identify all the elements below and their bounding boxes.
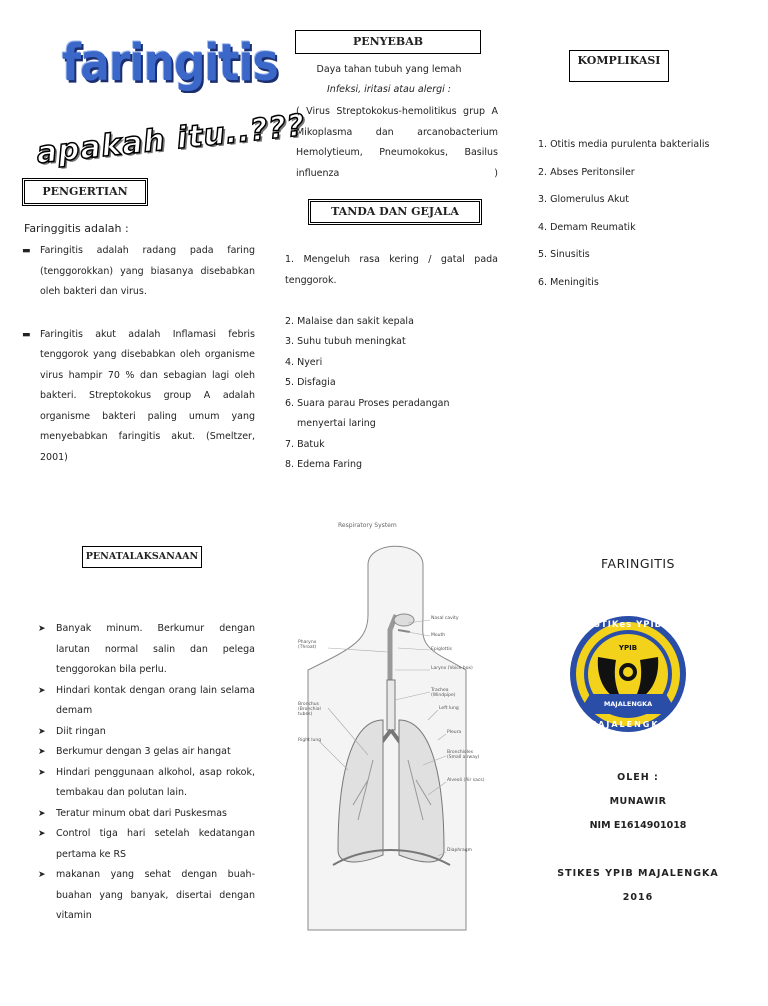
tanda-heading: TANDA DAN GEJALA: [308, 199, 482, 225]
list-item: 2. Abses Peritonsiler: [538, 166, 635, 178]
list-item-text: Control tiga hari setelah kedatangan pertama ke RS: [56, 828, 255, 860]
list-item: [38, 865, 255, 927]
logo-top-text: STIKes YPIB: [593, 620, 663, 630]
list-item: [38, 824, 255, 865]
diagram-label: Left lung: [439, 706, 459, 711]
diagram-label: Mouth: [431, 633, 446, 638]
arrow-bullet-icon: ➤: [38, 726, 46, 737]
diagram-label: Trachea (Windpipe): [431, 688, 456, 698]
list-item-text: Diit ringan: [56, 725, 106, 737]
list-item-text: Teratur minum obat dari Puskesmas: [56, 807, 227, 819]
logo-banner-text: MAJALENGKA: [603, 700, 653, 708]
list-item: [38, 681, 255, 722]
cover-title: FARINGITIS: [601, 556, 675, 571]
diagram-label: Nasal cavity: [431, 616, 459, 621]
list-item-text: Faringitis adalah radang pada faring (tenggorokkan) yang biasanya disebabkan oleh bakteri dan virus.: [40, 245, 255, 297]
arrow-bullet-icon: ➤: [38, 870, 46, 880]
arrow-bullet-icon: ➤: [38, 829, 46, 839]
list-item: [38, 722, 255, 743]
diagram-label: Right lung: [298, 738, 322, 743]
oleh-label: OLEH :: [617, 772, 659, 783]
list-item-text: Faringitis akut adalah Inflamasi febris tenggorok yang disebabkan oleh organisme virus hampir 70 % dan sebagian lagi oleh bakteri. Streptokokus group A adalah organisme bakteri paling umum yang menyebabkan faringitis akut. (Smeltzer, 2001): [40, 328, 255, 463]
pengertian-heading: PENGERTIAN: [22, 178, 148, 206]
list-item: 2. Malaise dan sakit kepala: [285, 315, 414, 327]
list-item: 6. Meningitis: [538, 276, 599, 288]
list-item: 7. Batuk: [285, 438, 325, 450]
diagram-label: Diaphragm: [447, 848, 473, 853]
list-item: 5. Disfagia: [285, 377, 336, 388]
main-title: faringitis: [62, 34, 278, 93]
list-item: [22, 325, 255, 469]
author-name: MUNAWIR: [609, 796, 667, 807]
arrow-bullet-icon: ➤: [38, 624, 46, 634]
tanda-list: [285, 250, 498, 476]
penyebab-detail: ( Virus Streptokokus-hemolitikus grup A Mikoplasma dan arcanobacterium Hemolytieum, Pneumokokus, Basilus influenza ): [296, 106, 498, 179]
institution: STIKES YPIB MAJALENGKA: [557, 868, 719, 879]
diagram-label: Alveoli (Air sacs): [447, 778, 485, 783]
list-item: [22, 241, 255, 303]
diagram-label: Epiglottis: [431, 647, 452, 652]
list-item: 3. Glomerulus Akut: [538, 194, 630, 206]
respiratory-diagram: [298, 520, 488, 940]
list-item: [38, 742, 255, 763]
logo-bottom-text: MAJALENGKA: [588, 720, 668, 729]
author-nim: NIM E1614901018: [589, 820, 687, 831]
subtitle: apakah itu..???: [34, 107, 308, 172]
diagram-label: Pharynx (Throat): [298, 640, 317, 650]
list-item: 1. Mengeluh rasa kering / gatal pada tenggorok.: [285, 254, 498, 286]
penyebab-line1: Daya tahan tubuh yang lemah: [316, 64, 462, 75]
diagram-label: Pleura: [447, 730, 462, 735]
list-item: 6. Suara parau Proses peradangan menyertai laring: [285, 397, 450, 429]
list-item-text: Banyak minum. Berkumur dengan larutan normal salin dan pelega tenggorokan bila perlu.: [56, 623, 255, 675]
pengertian-intro: Faringgitis adalah :: [24, 222, 129, 235]
list-item: [38, 804, 255, 825]
list-item: [38, 619, 255, 681]
year: 2016: [622, 892, 654, 903]
list-item: 4. Nyeri: [285, 356, 323, 368]
komplikasi-list: [538, 131, 758, 297]
penyebab-heading: PENYEBAB: [295, 30, 481, 54]
list-item-text: Berkumur dengan 3 gelas air hangat: [56, 746, 231, 757]
list-item: 8. Edema Faring: [285, 459, 363, 470]
arrow-bullet-icon: ➤: [38, 685, 46, 696]
arrow-bullet-icon: ➤: [38, 747, 46, 757]
list-item: 1. Otitis media purulenta bakterialis: [538, 139, 710, 150]
list-item-text: makanan yang sehat dengan buah-buahan yang banyak, disertai dengan vitamin: [56, 869, 255, 921]
diagram-label: Larynx (Voice box): [431, 666, 473, 671]
stikes-logo: [568, 612, 688, 742]
diagram-title: Respiratory System: [338, 522, 397, 529]
list-item-text: Hindari penggunaan alkohol, asap rokok, tembakau dan polutan lain.: [56, 766, 255, 798]
bullet-icon: ▬: [22, 329, 31, 340]
list-item-text: Hindari kontak dengan orang lain selama demam: [56, 684, 255, 716]
bullet-icon: ▬: [22, 246, 31, 256]
penyebab-line2: Infeksi, iritasi atau alergi :: [327, 84, 451, 95]
list-item: 5. Sinusitis: [538, 249, 590, 261]
arrow-bullet-icon: ➤: [38, 767, 46, 778]
list-item: 4. Demam Reumatik: [538, 221, 636, 233]
arrow-bullet-icon: ➤: [38, 808, 46, 819]
logo-center-text: YPIB: [618, 644, 638, 652]
pengertian-list: [22, 241, 255, 468]
diagram-label: Bronchus (Bronchial tubes): [298, 702, 321, 717]
list-item: [38, 763, 255, 804]
diagram-label: Bronchioles (Small airway): [447, 750, 480, 760]
penatalaksanaan-heading: PENATALAKSANAAN: [82, 546, 202, 568]
penatalaksanaan-list: [38, 619, 255, 927]
list-item: 3. Suhu tubuh meningkat: [285, 336, 406, 347]
komplikasi-heading: KOMPLIKASI: [569, 50, 669, 82]
